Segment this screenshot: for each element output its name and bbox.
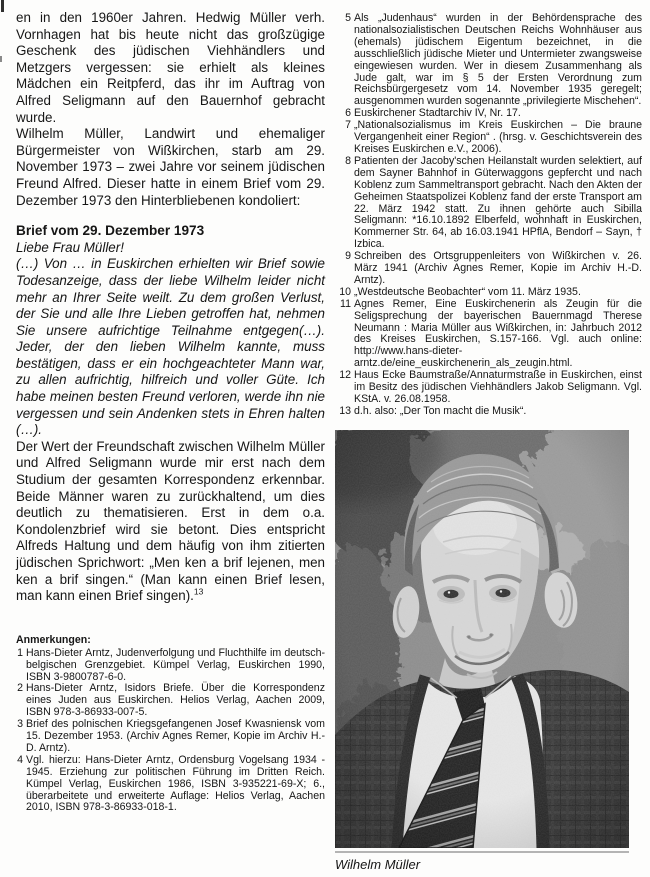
body-paragraph-2: Wilhelm Müller, Landwirt und ehemaliger Bürgermeister von Wißkirchen, starb am 29. November 1973 – zwei Jahre vor seinem jüdischen Freund Alfred. Dieser hatte in einem Brief vom 29. Dezember 1973 den Hinterbliebenen kondoliert: bbox=[16, 126, 325, 208]
scan-artifact bbox=[1, 0, 4, 12]
wilhelm-mueller-photo bbox=[335, 430, 629, 848]
footnote-text: Als „Judenhaus“ wurden in der Behördensprache des nationalsozialistischen Deutschen Reichs Wohnhäuser aus (ehemals) jüdischem Eigentum bezeichnet, in die ausschließlich jüdische Mieter und Untermieter zwangsweise eingewiesen wurden. Wer in diesem Zusammenhang als Jude galt, war im § 5 der Ersten Verordnung zum Reichsbürgergesetz vom 14. November 1935 geregelt; ausgenommen wurden sogenannte „privilegierte Mischehen“. bbox=[354, 12, 642, 108]
footnote-number: 9 bbox=[345, 250, 351, 263]
footnote-item-7 bbox=[344, 120, 642, 156]
footnote-number: 11 bbox=[340, 297, 351, 310]
footnote-item-3 bbox=[16, 719, 325, 755]
footnote-ref-13: 13 bbox=[193, 586, 204, 597]
letter-heading: Brief vom 29. Dezember 1973 bbox=[16, 223, 205, 239]
footnote-item-4 bbox=[16, 755, 325, 815]
footnote-text: „Westdeutsche Beobachter“ vom 11. März 1935. bbox=[354, 285, 581, 298]
footnote-number: 3 bbox=[17, 718, 23, 731]
footnote-number: 6 bbox=[345, 107, 351, 120]
footnote-item-8 bbox=[344, 156, 642, 251]
commentary-text: Der Wert der Freundschaft zwischen Wilhelm Müller und Alfred Seligmann wurde mir erst nach dem Studium der gesamten Korrespondenz erkennbar. Beide Männer waren zu zurückhaltend, um dies deutlich zu thematisieren. Erst in dem o.a. Kondolenzbrief wird sie betont. Dies entspricht Alfreds Haltung und dem häufig von ihm zitierten jüdischen Sprichwort: „Men ken a brif lejenen, men ken a brif singen.“ (Man kann einen Brief lesen, man kann einen Brief singen). bbox=[16, 438, 325, 604]
footnote-text: Vgl. hierzu: Hans-Dieter Arntz, Ordensburg Vogelsang 1934 - 1945. Erziehung zur politischen Führung im Dritten Reich. Kümpel Verlag, Euskirchen 1986, ISBN 3-935221-69-X; 6., überarbeitete und erweiterte Auflage: Helios Verlag, Aachen 2010, ISBN 978-3-86933-018-1. bbox=[26, 753, 325, 814]
notes-heading: Anmerkungen: bbox=[16, 633, 91, 646]
footnote-number: 7 bbox=[345, 119, 351, 132]
footnote-item-11 bbox=[340, 297, 642, 370]
footnote-item-12 bbox=[339, 369, 642, 406]
footnote-text: Agnes Remer, Eine Euskirchenerin als Zeugin für die Seligsprechung der bayerischen Bauernmagd Therese Neumann : Maria Müller aus Wißkirchen, in: Jahrbuch 2012 des Kreises Euskirchen, S.157-166. Vgl. auch online: http://www.hans-dieter-arntz.de/eine_euskirchenerin_als_zeugin.html. bbox=[354, 297, 642, 370]
right-column bbox=[335, 10, 642, 873]
footnote-number: 8 bbox=[345, 154, 351, 167]
footnote-number: 12 bbox=[339, 369, 351, 382]
photo-figure bbox=[335, 430, 629, 873]
footnote-text: Schreiben des Ortsgruppenleiters von Wißkirchen v. 26. März 1941 (Archiv Agnes Remer, Kopie im Archiv H.-D. Arntz). bbox=[354, 250, 642, 286]
notes-section-right bbox=[339, 12, 642, 418]
footnote-number: 4 bbox=[17, 753, 23, 766]
footnote-item-9 bbox=[344, 251, 642, 287]
footnote-text: Haus Ecke Baumstraße/Annaturmstraße in Euskirchen, einst im Besitz des jüdischen Viehhändlers Jakob Seligmann. Vgl. KStA. v. 26.08.1958. bbox=[354, 369, 642, 405]
portrait-photo bbox=[335, 430, 629, 848]
footnote-text: Patienten der Jacoby'schen Heilanstalt wurden selektiert, auf dem Sayner Bahnhof in Güterwaggons gepfercht und nach Koblenz zum Sammeltransport gebracht. Nach den Akten der Geheimen Staatspolizei Koblenz fand der erste Transport am 22. März 1942 statt. Zu ihnen gehörte auch Sibilla Seligmann: *16.10.1892 Elberfeld, wohnhaft in Euskirchen, Kommerner Str. 64, ab 16.03.1941 HPflA, Bendorf – Sayn, † Izbica. bbox=[354, 154, 642, 251]
footnote-item-13 bbox=[339, 404, 642, 418]
footnote-number: 2 bbox=[17, 682, 23, 695]
footnote-text: Brief des polnischen Kriegsgefangenen Josef Kwasniensk vom 15. Dezember 1953. (Archiv Agnes Remer, Kopie im Archiv H.-D. Arntz). bbox=[26, 718, 325, 754]
footnote-number: 1 bbox=[17, 646, 23, 659]
footnote-text: d.h. also: „Der Ton macht die Musik“. bbox=[354, 404, 527, 417]
left-column bbox=[16, 10, 325, 873]
footnote-item-5 bbox=[344, 13, 642, 108]
scan-artifact bbox=[0, 56, 2, 62]
notes-section bbox=[16, 635, 325, 815]
footnote-text: „Nationalsozialismus im Kreis Euskirchen – Die braune Vergangenheit einer Region“ . (hrsg. v. Geschichtsverein des Kreises Euskirchen e.V., 2006). bbox=[354, 119, 642, 155]
photo-divider bbox=[335, 851, 629, 853]
footnote-text: Hans-Dieter Arntz, Isidors Briefe. Über die Korrespondenz eines Juden aus Euskirchen. Helios Verlag, Aachen 2009, ISBN 978-3-86933-007-5. bbox=[26, 682, 325, 719]
letter-body: (…) Von … in Euskirchen erhielten wir Brief sowie Todesanzeige, dass der liebe Wilhelm leider nicht mehr an Ihrer Seite weilt. Zu dem großen Verlust, der Sie und alle Ihre Lieben getroffen hat, nehmen Sie unsere aufrichtige Teilnahme entgegen(…). Jeder, der den lieben Wilhelm kannte, muss bestätigen, dass er ein hochgeachteter Mann war, zu allen aufrichtig, hilfreich und voller Güte. Ich habe meinen besten Freund verloren, werde ihn nie vergessen und sein Andenken stets in Ehren halten (…). bbox=[16, 256, 325, 438]
two-column-layout bbox=[16, 10, 642, 873]
footnote-text: Euskirchener Stadtarchiv IV, Nr. 17. bbox=[354, 107, 521, 120]
letter-salutation: Liebe Frau Müller! bbox=[16, 239, 124, 255]
footnote-item-1 bbox=[16, 648, 325, 684]
footnote-number: 13 bbox=[339, 404, 351, 417]
commentary-paragraph bbox=[16, 439, 325, 605]
photo-caption: Wilhelm Müller bbox=[335, 856, 421, 872]
footnote-number: 10 bbox=[339, 285, 351, 298]
footnote-item-2 bbox=[16, 683, 325, 719]
footnote-text: Hans-Dieter Arntz, Judenverfolgung und Fluchthilfe im deutsch-belgischen Grenzgebiet. Kümpel Verlag, Euskirchen 1990, ISBN 3-9800787-6-0. bbox=[26, 646, 325, 683]
footnote-number: 5 bbox=[345, 12, 351, 24]
body-paragraph-1: en in den 1960er Jahren. Hedwig Müller verh. Vornhagen hat bis heute nicht das großzügige Geschenk des jüdischen Viehhändlers und Metzgers vergessen: sie erhielt als kleines Mädchen ein Reitpferd, das ihr im Auftrag von Alfred Seligmann auf den Bauernhof gebracht wurde. bbox=[16, 10, 325, 125]
